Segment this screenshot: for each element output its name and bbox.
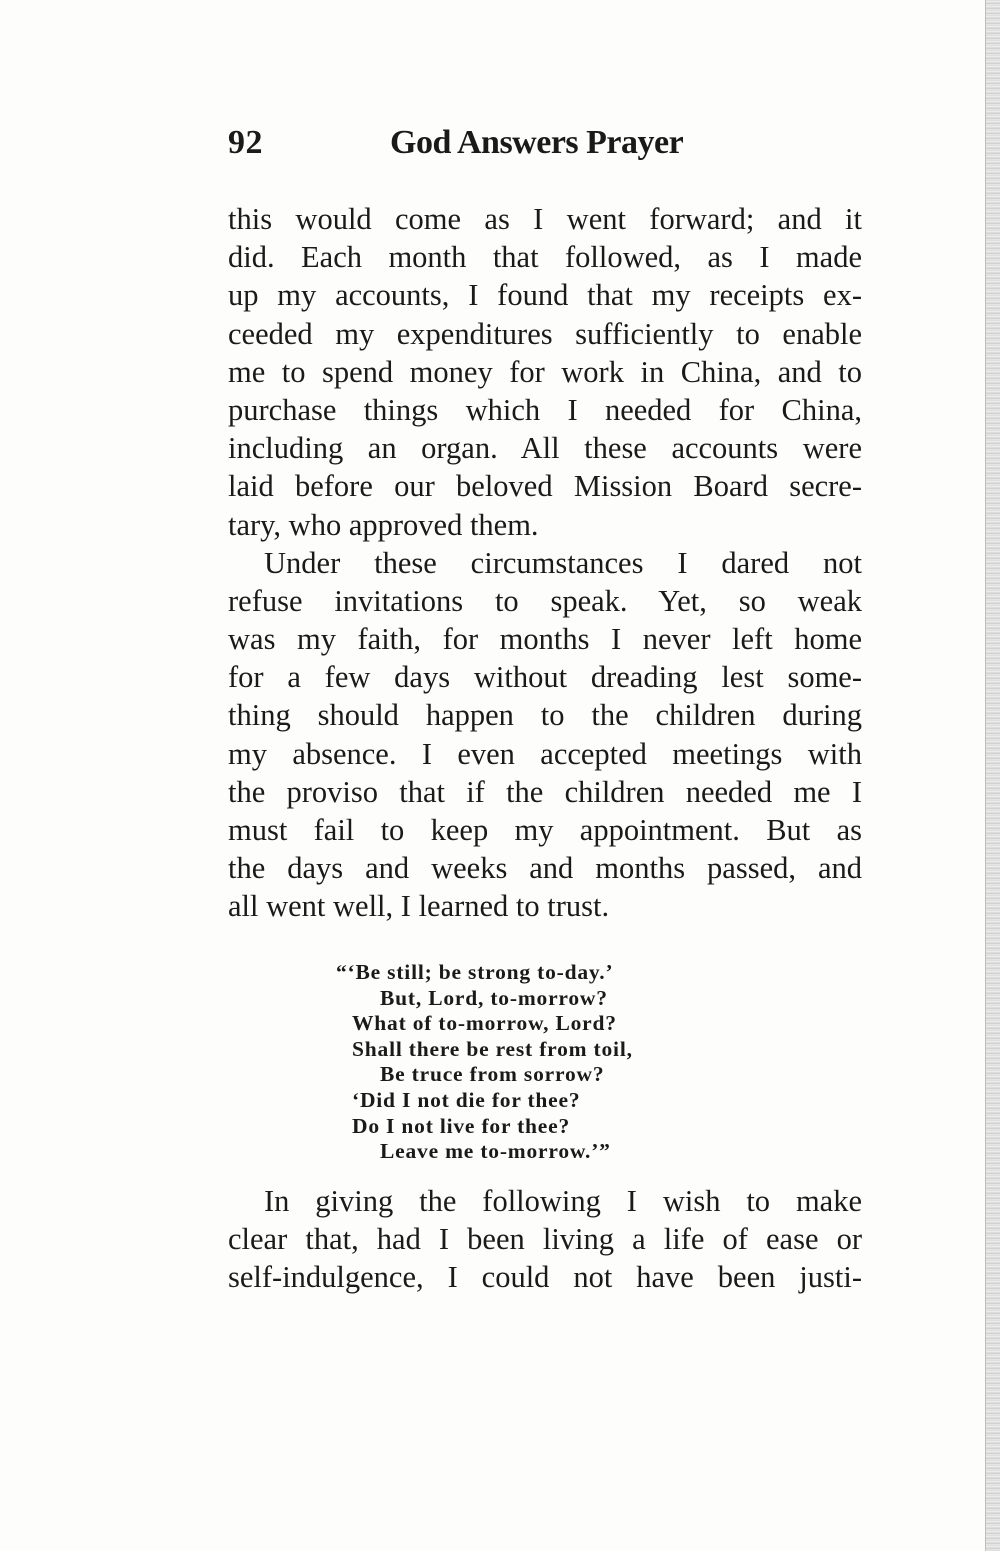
paragraph-2 xyxy=(228,544,862,926)
text-line: refuse invitations to speak. Yet, so weak xyxy=(228,583,862,618)
text-line: Under these circumstances I dared not xyxy=(264,545,862,580)
running-head xyxy=(228,124,868,174)
text-line: the days and weeks and months passed, and xyxy=(228,851,862,886)
text-line: me to spend money for work in China, and to xyxy=(228,354,862,389)
poem-line: ‘Did I not die for thee? xyxy=(352,1087,581,1112)
text-line: must fail to keep my appointment. But as xyxy=(228,813,862,847)
text-line: In giving the following I wish to make xyxy=(264,1184,862,1218)
text-line: purchase things which I needed for China, xyxy=(228,392,862,427)
book-title: God Answers Prayer xyxy=(390,124,684,161)
text-line: including an organ. All these accounts were xyxy=(228,431,862,466)
poem-line: But, Lord, to-morrow? xyxy=(380,985,608,1010)
body-text xyxy=(228,200,862,926)
text-line: did. Each month that followed, as I made xyxy=(228,240,862,275)
poem-line: What of to-morrow, Lord? xyxy=(352,1011,617,1036)
poem-quote xyxy=(336,960,756,1165)
page-edge xyxy=(985,0,1000,1551)
paragraph-3 xyxy=(228,1182,862,1297)
text-line: the proviso that if the children needed me I xyxy=(228,774,862,809)
poem-line: “‘Be still; be strong to-day.’ xyxy=(336,960,614,984)
poem-line: Do I not live for thee? xyxy=(352,1113,571,1138)
poem-line: Shall there be rest from toil, xyxy=(352,1036,633,1061)
text-line: clear that, had I been living a life of ease or xyxy=(228,1222,862,1257)
text-line: ceeded my expenditures sufficiently to enable xyxy=(228,316,862,351)
text-line: up my accounts, I found that my receipts ex- xyxy=(228,278,862,313)
text-line: thing should happen to the children during xyxy=(228,698,862,733)
poem-line: Leave me to-morrow.’” xyxy=(380,1139,611,1164)
text-line: laid before our beloved Mission Board secre- xyxy=(228,469,862,504)
text-line: this would come as I went forward; and it xyxy=(228,202,862,236)
text-line: was my faith, for months I never left home xyxy=(228,622,862,657)
text-line: for a few days without dreading lest some- xyxy=(228,660,862,695)
poem-line: Be truce from sorrow? xyxy=(380,1062,605,1087)
page-number: 92 xyxy=(228,124,263,161)
text-line: my absence. I even accepted meetings with xyxy=(228,736,862,771)
text-line: tary, who approved them. xyxy=(228,507,539,542)
text-line: self-indulgence, I could not have been justi- xyxy=(228,1260,862,1295)
paragraph-1 xyxy=(228,200,862,544)
text-line: all went well, I learned to trust. xyxy=(228,889,610,924)
